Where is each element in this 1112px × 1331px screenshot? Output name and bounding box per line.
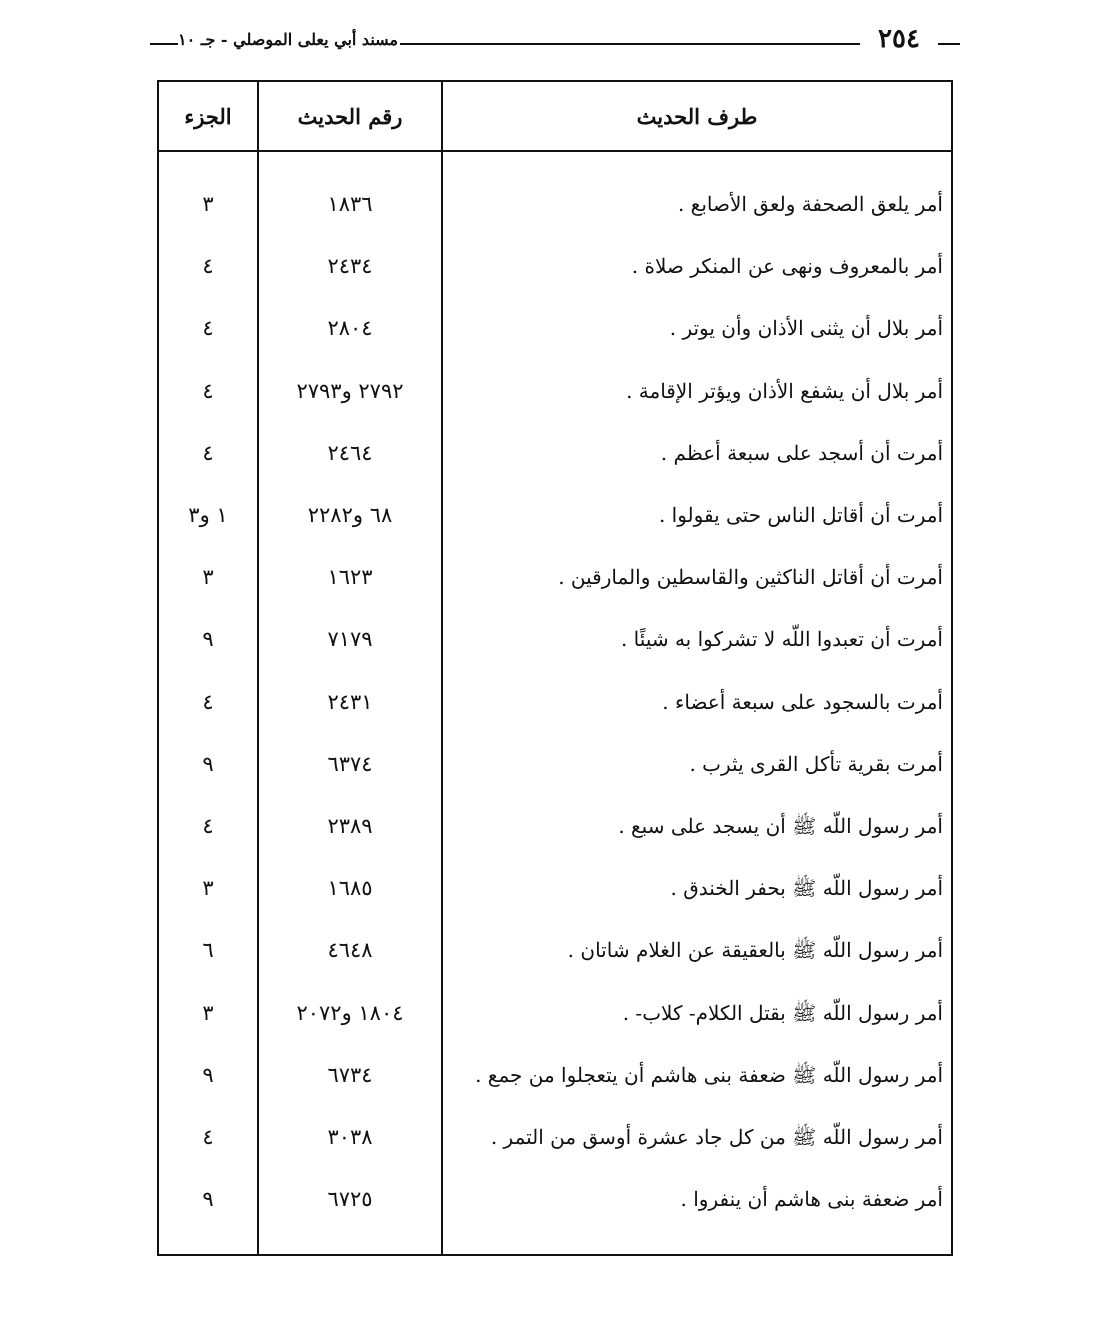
hadith-text: أمر رسول اللّه ﷺ من كل جاد عشرة أوسق من التمر . — [490, 1125, 943, 1149]
hadith-text: أمرت أن أسجد على سبعة أعظم . — [660, 440, 943, 465]
volume-part: ٤ — [202, 254, 214, 279]
hadith-number: ٢٤٣٤ — [327, 254, 373, 279]
table-row — [159, 806, 951, 846]
hadith-number: ٦٣٧٤ — [327, 751, 373, 776]
hadith-number: ٤٦٤٨ — [327, 938, 373, 963]
page-number: ٢٥٤ — [878, 24, 920, 54]
column-header-hadith: طرف الحديث — [636, 104, 758, 129]
table-row — [159, 1117, 951, 1157]
hadith-text: أمر رسول اللّه ﷺ بالعقيقة عن الغلام شاتان . — [567, 938, 943, 963]
volume-part: ٣ — [202, 192, 214, 216]
hadith-text: أمرت بالسجود على سبعة أعضاء . — [662, 689, 943, 714]
page-header — [150, 26, 960, 60]
table-row — [159, 619, 951, 659]
hadith-number: ٢٣٨٩ — [327, 814, 373, 838]
table-row — [159, 682, 951, 722]
header-rule-right — [938, 43, 960, 45]
hadith-number: ٢٧٩٢ و٢٧٩٣ — [296, 378, 404, 403]
table-row — [159, 993, 951, 1033]
hadith-text: أمرت أن تعبدوا اللّه لا تشركوا به شيئًا . — [620, 627, 943, 652]
hadith-text: أمر رسول اللّه ﷺ بقتل الكلام- كلاب- . — [622, 1000, 943, 1025]
volume-part: ٣ — [202, 565, 214, 590]
hadith-number: ٧١٧٩ — [327, 627, 373, 652]
hadith-number: ٣٠٣٨ — [327, 1125, 373, 1149]
table-row — [159, 246, 951, 286]
hadith-number: ٢٤٣١ — [327, 689, 373, 714]
running-title: مسند أبي يعلى الموصلي - جـ ١٠ — [178, 30, 398, 49]
volume-part: ٤ — [202, 814, 214, 838]
volume-part: ٩ — [202, 751, 214, 776]
hadith-text: أمرت أن أقاتل الناس حتى يقولوا . — [658, 503, 943, 527]
volume-part: ٤ — [202, 689, 214, 714]
table-row — [159, 371, 951, 411]
hadith-text: أمر بالمعروف ونهى عن المنكر صلاة . — [631, 254, 943, 279]
table-header-rule — [159, 150, 951, 152]
hadith-number: ١٨٣٦ — [327, 192, 373, 216]
volume-part: ٩ — [202, 627, 214, 652]
hadith-number: ٦٧٢٥ — [327, 1187, 373, 1212]
table-row — [159, 1179, 951, 1219]
table-row — [159, 930, 951, 970]
table-row — [159, 308, 951, 348]
hadith-text: أمرت بقرية تأكل القرى يثرب . — [689, 751, 943, 776]
header-rule-middle — [400, 43, 860, 45]
table-row — [159, 495, 951, 535]
volume-part: ٣ — [202, 1000, 214, 1025]
table-row — [159, 1055, 951, 1095]
column-header-number: رقم الحديث — [297, 104, 403, 129]
hadith-number: ١٦٨٥ — [327, 876, 373, 901]
hadith-number: ١٦٢٣ — [327, 565, 373, 590]
table-row — [159, 557, 951, 597]
hadith-text: أمر ضعفة بنى هاشم أن ينفروا . — [680, 1187, 943, 1212]
hadith-text: أمر يلعق الصحفة ولعق الأصابع . — [677, 192, 943, 216]
volume-part: ١ و٣ — [188, 503, 228, 527]
header-rule-left — [150, 43, 178, 45]
hadith-number: ٦٧٣٤ — [327, 1062, 373, 1087]
table-row — [159, 744, 951, 784]
column-header-part: الجزء — [184, 104, 232, 129]
volume-part: ٩ — [202, 1062, 214, 1087]
hadith-number: ٦٨ و٢٢٨٢ — [307, 503, 393, 527]
volume-part: ٤ — [202, 1125, 214, 1149]
table-row — [159, 433, 951, 473]
hadith-text: أمر رسول اللّه ﷺ أن يسجد على سبع . — [618, 814, 943, 838]
hadith-index-table — [157, 80, 953, 1256]
volume-part: ٣ — [202, 876, 214, 901]
hadith-text: أمر رسول اللّه ﷺ بحفر الخندق . — [670, 876, 943, 901]
hadith-text: أمر رسول اللّه ﷺ ضعفة بنى هاشم أن يتعجلوا من جمع . — [475, 1062, 943, 1087]
volume-part: ٩ — [202, 1187, 214, 1212]
table-row — [159, 868, 951, 908]
volume-part: ٤ — [202, 440, 214, 465]
volume-part: ٤ — [202, 316, 214, 341]
volume-part: ٦ — [202, 938, 214, 963]
table-row — [159, 184, 951, 224]
hadith-text: أمر بلال أن يثنى الأذان وأن يوتر . — [669, 316, 943, 341]
volume-part: ٤ — [202, 378, 214, 403]
hadith-text: أمر بلال أن يشفع الأذان ويؤتر الإقامة . — [626, 378, 943, 403]
hadith-text: أمرت أن أقاتل الناكثين والقاسطين والمارقين . — [558, 565, 943, 590]
hadith-number: ٢٨٠٤ — [327, 316, 373, 341]
hadith-number: ٢٤٦٤ — [327, 440, 373, 465]
hadith-number: ١٨٠٤ و٢٠٧٢ — [296, 1000, 404, 1025]
